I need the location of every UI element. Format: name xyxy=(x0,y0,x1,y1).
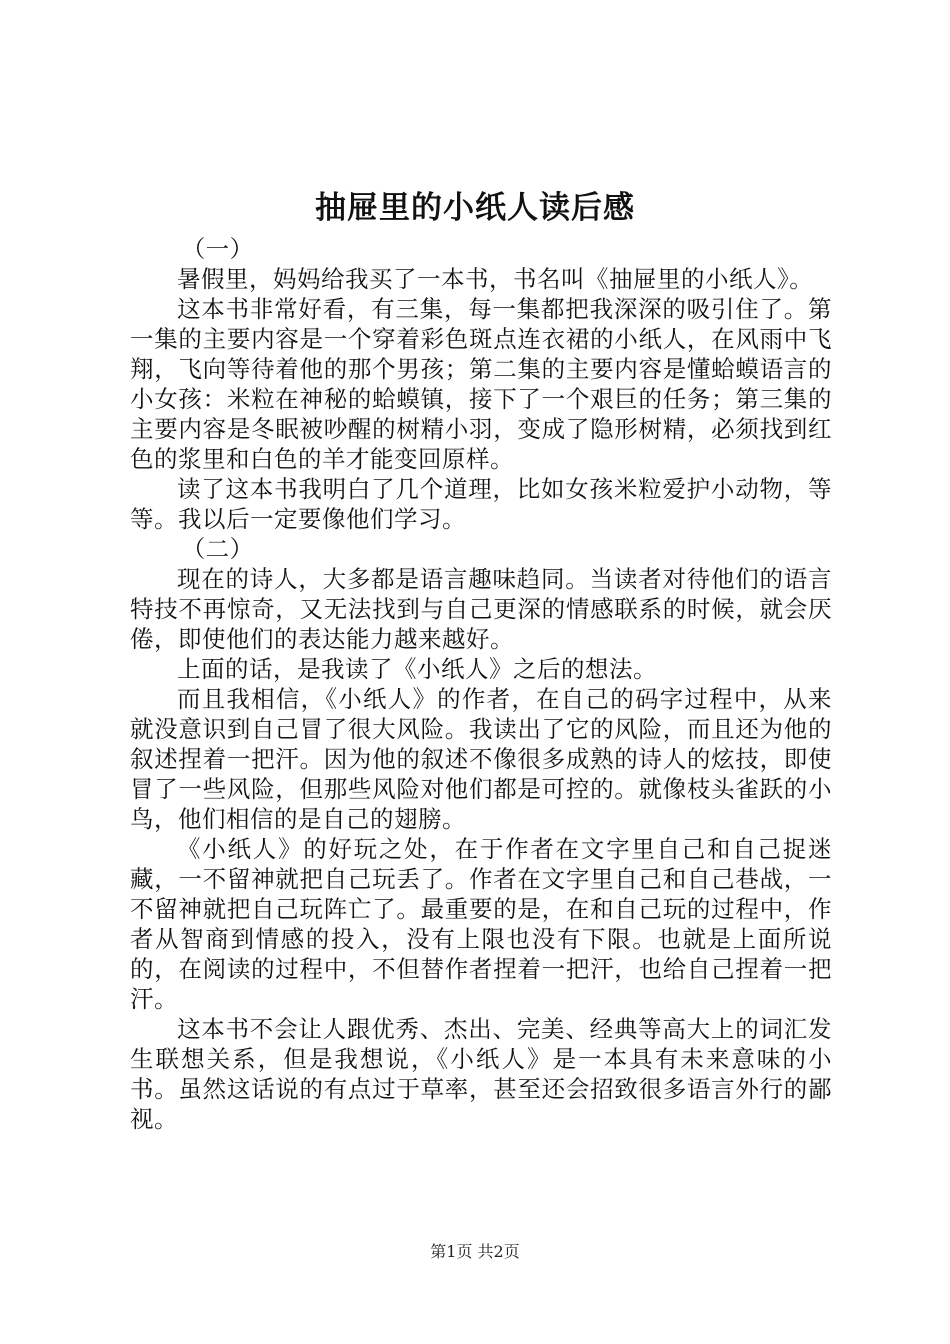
paragraph: 《小纸人》的好玩之处，在于作者在文字里自己和自己捉迷藏，一不留神就把自己玩丢了。作者在文字里自己和自己巷战，一不留神就把自己玩阵亡了。最重要的是，在和自己玩的过程中，作者从智商到情感的投入，没有上限也没有下限。也就是上面所说的，在阅读的过程中，不但替作者捏着一把汗，也给自己捏着一把汗。 xyxy=(130,835,832,1013)
document-title: 抽屉里的小纸人读后感 xyxy=(315,190,635,226)
paragraph: 读了这本书我明白了几个道理，比如女孩米粒爱护小动物，等等。我以后一定要像他们学习。 xyxy=(130,475,832,533)
paragraph: 这本书不会让人跟优秀、杰出、完美、经典等高大上的词汇发生联想关系，但是我想说，《小纸人》是一本具有未来意味的小书。虽然这话说的有点过于草率，甚至还会招致很多语言外行的鄙视。 xyxy=(130,1015,832,1133)
document-body xyxy=(130,234,832,1134)
section-heading-2: （二） xyxy=(181,535,254,563)
paragraph: 而且我相信，《小纸人》的作者，在自己的码字过程中，从来就没意识到自己冒了很大风险。我读出了它的风险，而且还为他的叙述捏着一把汗。因为他的叙述不像很多成熟的诗人的炫技，即使冒了一些风险，但那些风险对他们都是可控的。就像枝头雀跃的小鸟，他们相信的是自己的翅膀。 xyxy=(130,685,832,833)
paragraph: 这本书非常好看，有三集，每一集都把我深深的吸引住了。第一集的主要内容是一个穿着彩色斑点连衣裙的小纸人，在风雨中飞翔，飞向等待着他的那个男孩；第二集的主要内容是懂蛤蟆语言的小女孩：米粒在神秘的蛤蟆镇，接下了一个艰巨的任务；第三集的主要内容是冬眠被吵醒的树精小羽，变成了隐形树精，必须找到红色的浆里和白色的羊才能变回原样。 xyxy=(130,295,832,473)
section-heading-1: （一） xyxy=(181,235,254,263)
paragraph: 暑假里，妈妈给我买了一本书，书名叫《抽屉里的小纸人》。 xyxy=(177,265,814,293)
page-footer: 第1页 共2页 xyxy=(430,1242,520,1261)
paragraph: 现在的诗人，大多都是语言趣味趋同。当读者对待他们的语言特技不再惊奇，又无法找到与自己更深的情感联系的时候，就会厌倦，即使他们的表达能力越来越好。 xyxy=(130,565,832,653)
paragraph: 上面的话，是我读了《小纸人》之后的想法。 xyxy=(177,655,657,683)
